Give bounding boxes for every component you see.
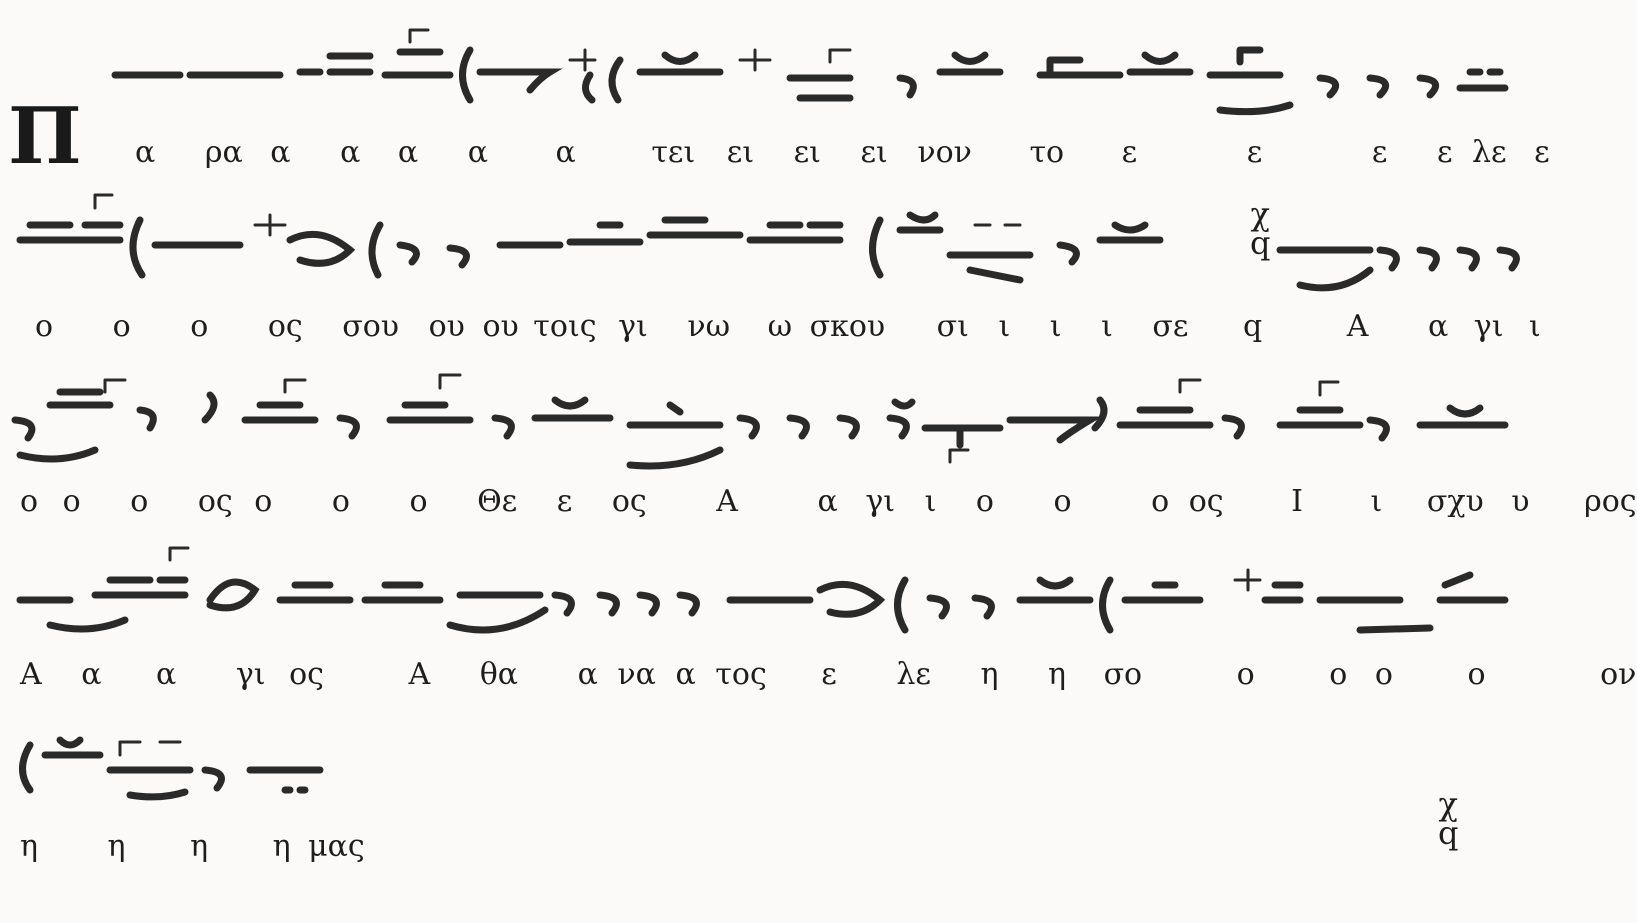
apostrophos-neume (680, 595, 696, 613)
syllable: α (817, 484, 838, 519)
oligon-neume (1265, 585, 1300, 600)
gorgon-neume (410, 30, 428, 42)
syllable: γι (865, 484, 896, 519)
syllable: ε (1534, 135, 1550, 170)
oligon-neume (650, 220, 740, 235)
syllable: γι (1473, 309, 1504, 344)
apostrophos-neume (1420, 78, 1436, 95)
psifiston-neume (820, 584, 880, 614)
syllable: σο (1103, 657, 1143, 692)
oligon-neume (50, 392, 110, 405)
syllable: α (577, 657, 598, 692)
apostrophos-neume (495, 418, 511, 436)
klasma-neume (1095, 400, 1104, 428)
petaste-neume (1440, 575, 1505, 600)
syllable: ο (62, 484, 81, 519)
syllable: ε (1246, 135, 1263, 170)
apostrophos-neume (900, 78, 913, 95)
syllable: ο (254, 484, 273, 519)
apostrophos-neume (600, 595, 616, 613)
syllable: Α (408, 657, 431, 692)
oxeia-neume (1100, 225, 1160, 240)
syllable: α (81, 657, 102, 692)
psifiston-neume (290, 234, 350, 263)
ison-neume (1320, 600, 1430, 630)
syllable: τει (651, 135, 696, 170)
syllable: η (107, 829, 126, 864)
syllable: α (156, 657, 177, 692)
syllable: ε (1436, 135, 1453, 170)
apostrophos-neume (1460, 250, 1476, 268)
syllable: ο (1329, 657, 1348, 692)
syllable: γι (235, 657, 266, 692)
oligon-neume (1120, 410, 1210, 425)
syllable: σου (342, 309, 400, 344)
syllable: η (190, 829, 209, 864)
oligon-neume (365, 585, 440, 600)
petaste-neume (1010, 420, 1090, 440)
kentemata-neume (250, 770, 320, 790)
neume-line-4 (20, 548, 1505, 630)
oligon-neume (245, 405, 315, 420)
syllable: σχυ (1426, 484, 1484, 519)
apostrophos-neume (975, 598, 991, 616)
syllable: η (1048, 657, 1067, 692)
oligon-neume (570, 225, 640, 242)
lyric-line-2 (35, 309, 1555, 344)
syllable: ου (428, 309, 465, 344)
apostrophos-neume (15, 420, 95, 459)
apostrophos-neume (1370, 420, 1386, 438)
syllable: α (135, 135, 156, 170)
syllable: ο (1467, 657, 1486, 692)
syllable: Α (20, 657, 42, 692)
syllable: ος (289, 657, 324, 692)
apostrophos-neume (1380, 250, 1396, 268)
martyria-symbol: χ (1438, 785, 1458, 823)
syllable: ι (998, 309, 1011, 344)
syllable: ος (611, 484, 647, 519)
apostrophos-neume (1420, 250, 1436, 268)
syllable: ε (1371, 135, 1388, 170)
syllable: ει (860, 135, 888, 170)
syllable: σκου (809, 309, 886, 344)
syllable: ι (1370, 484, 1383, 519)
oxeia-neume (900, 215, 940, 230)
syllable: θα (479, 657, 519, 692)
vareia-neume (23, 745, 31, 790)
ison-neume (110, 770, 190, 797)
kentema-neume (630, 405, 720, 466)
apostrophos-neume (140, 410, 153, 428)
apostrophos-neume (930, 598, 946, 616)
oxeia-neume (940, 55, 1000, 72)
syllable: α (555, 135, 576, 170)
kentemata-neume (750, 225, 840, 240)
syllable: ω (767, 309, 793, 344)
lyric-line-4 (20, 657, 1637, 692)
vareia-neume (873, 220, 881, 275)
syllable: τοις (533, 309, 597, 344)
syllable: ο (409, 484, 428, 519)
vareia-neume (133, 220, 142, 275)
lyric-line-5 (20, 829, 420, 864)
apostrophos-neume (1370, 78, 1386, 95)
syllable: τος (715, 657, 767, 692)
vareia-neume (612, 60, 620, 100)
apostrophos-neume (585, 75, 592, 100)
vareia-neume (372, 225, 380, 275)
oligon-neume (1210, 50, 1280, 75)
syllable: γι (618, 309, 648, 344)
syllable: ο (1151, 484, 1170, 519)
apostrophos-neume (205, 770, 221, 788)
syllable: α (397, 135, 419, 170)
ison-neume (925, 428, 1000, 445)
oligon-neume (95, 580, 185, 595)
apostrophos-neume (790, 418, 806, 436)
syllable: ι (1101, 309, 1113, 344)
ison-neume (950, 255, 1030, 280)
syllable: ο (1374, 657, 1393, 692)
oligon-neume (1125, 585, 1200, 600)
oligon-neume (390, 405, 470, 420)
syllable: α (675, 657, 696, 692)
gorgon-neume (95, 195, 112, 208)
syllable: ει (726, 135, 755, 170)
martyria-sign (1250, 195, 1271, 262)
syllable: ο (35, 309, 54, 344)
oligon-neume (385, 52, 450, 75)
oxeia-neume (1420, 408, 1505, 425)
gorgon-neume (285, 380, 305, 392)
gorgon-neume (1320, 382, 1338, 395)
syllable: νον (917, 135, 972, 170)
syllable: ον (1600, 657, 1637, 692)
lyric-line-1 (135, 135, 1550, 170)
gorgon-neume (105, 380, 125, 392)
apostrophos-neume (740, 418, 756, 436)
apostrophos-neume (890, 402, 912, 436)
oligon-neume (1280, 410, 1360, 425)
gorgon-neume (440, 375, 460, 388)
oxeia-neume (1020, 580, 1090, 600)
syllable: ο (975, 484, 994, 519)
syllable: σι (936, 309, 969, 344)
syllable: ο (1236, 657, 1255, 692)
neume-line-2 (20, 195, 1516, 288)
syllable: ος (267, 309, 303, 344)
neume-line-1 (115, 30, 1505, 112)
syllable: ο (1053, 484, 1072, 519)
syllable: μας (308, 829, 365, 864)
ison-neume (20, 600, 125, 629)
syllable: Θε (477, 484, 518, 519)
apostrophos-neume (340, 418, 356, 436)
lyric-line-3 (20, 484, 1637, 519)
syllable: λε (896, 657, 931, 692)
oxeia-neume (1130, 55, 1190, 72)
syllable: ι (1049, 309, 1062, 344)
syllable: ει (793, 135, 821, 170)
apostrophos-neume (1060, 245, 1076, 262)
drop-cap-initial: Π (8, 91, 82, 182)
martyria-sign-final (1438, 785, 1459, 852)
syllable: Α (716, 484, 738, 519)
syllable: το (1029, 135, 1065, 170)
syllable: ο (20, 484, 39, 519)
syllable: ος (197, 484, 233, 519)
oligon-neume (20, 225, 120, 240)
syllable: να (617, 657, 656, 692)
apostrophos-neume (840, 418, 856, 436)
syllable: ο (190, 309, 209, 344)
syllable: α (340, 135, 361, 170)
apostrophos-neume (1225, 418, 1241, 436)
gorgon-neume (830, 50, 850, 62)
syllable: α (1427, 309, 1449, 344)
gorgon-neume (120, 742, 180, 755)
syllable: ο (112, 309, 131, 344)
klasma-neume (205, 395, 214, 420)
oligon-neume (300, 56, 370, 72)
martyria-note: q (1438, 813, 1459, 852)
oligon-neume (280, 585, 350, 600)
syllable: ο (331, 484, 350, 519)
gorgon-neume (170, 548, 188, 560)
gorgon-neume (950, 450, 968, 462)
syllable: ου (482, 309, 519, 344)
syllable: α (467, 135, 488, 170)
syllable: ι (924, 484, 937, 519)
oxeia-neume (45, 740, 100, 755)
apostrophos-neume (1500, 250, 1516, 268)
apostrophos-neume (400, 245, 416, 262)
oxeia-neume (535, 400, 610, 418)
petaste-neume (1040, 60, 1120, 75)
syllable: νω (687, 309, 731, 344)
syllable: α (270, 135, 291, 170)
syllable: ε (821, 657, 837, 692)
kentema-neume (450, 595, 545, 630)
ison-neume (790, 78, 850, 98)
syllable: q (1242, 309, 1263, 344)
neume-line-5 (23, 740, 321, 797)
syllable: Ι (1291, 484, 1303, 519)
apostrophos-neume (555, 595, 571, 613)
syllable: ρος (1584, 484, 1637, 519)
syllable: ε (556, 484, 573, 519)
syllable: Α (1346, 309, 1369, 344)
syllable: ι (1529, 309, 1541, 344)
syllable: υ (1511, 484, 1530, 519)
kentemata-neume (1460, 72, 1505, 88)
kentema-neume (1280, 250, 1370, 288)
vareia-neume (898, 580, 906, 630)
syllable: σε (1152, 309, 1189, 344)
apostrophos-neume (450, 248, 466, 265)
syllable: ος (1188, 484, 1224, 519)
apostrophos-neume (1320, 78, 1336, 95)
petaste-neume (480, 72, 550, 90)
kentema-neume (1220, 105, 1290, 112)
syllable: ε (1121, 135, 1138, 170)
syllable: ο (130, 484, 149, 519)
syllable: η (272, 829, 291, 864)
vareia-neume (463, 50, 471, 100)
neume-line-3 (15, 375, 1505, 466)
vareia-neume (1103, 580, 1111, 630)
syllable: λε (1472, 135, 1507, 170)
apostrophos-neume (640, 595, 656, 613)
syllable: η (980, 657, 999, 692)
psifiston-neume (210, 582, 255, 608)
gorgon-neume (1180, 380, 1200, 392)
martyria-symbol: χ (1250, 195, 1270, 233)
martyria-note: q (1250, 223, 1271, 262)
syllable: ρα (204, 135, 243, 170)
syllable: η (20, 829, 38, 864)
oxeia-neume (640, 55, 720, 72)
